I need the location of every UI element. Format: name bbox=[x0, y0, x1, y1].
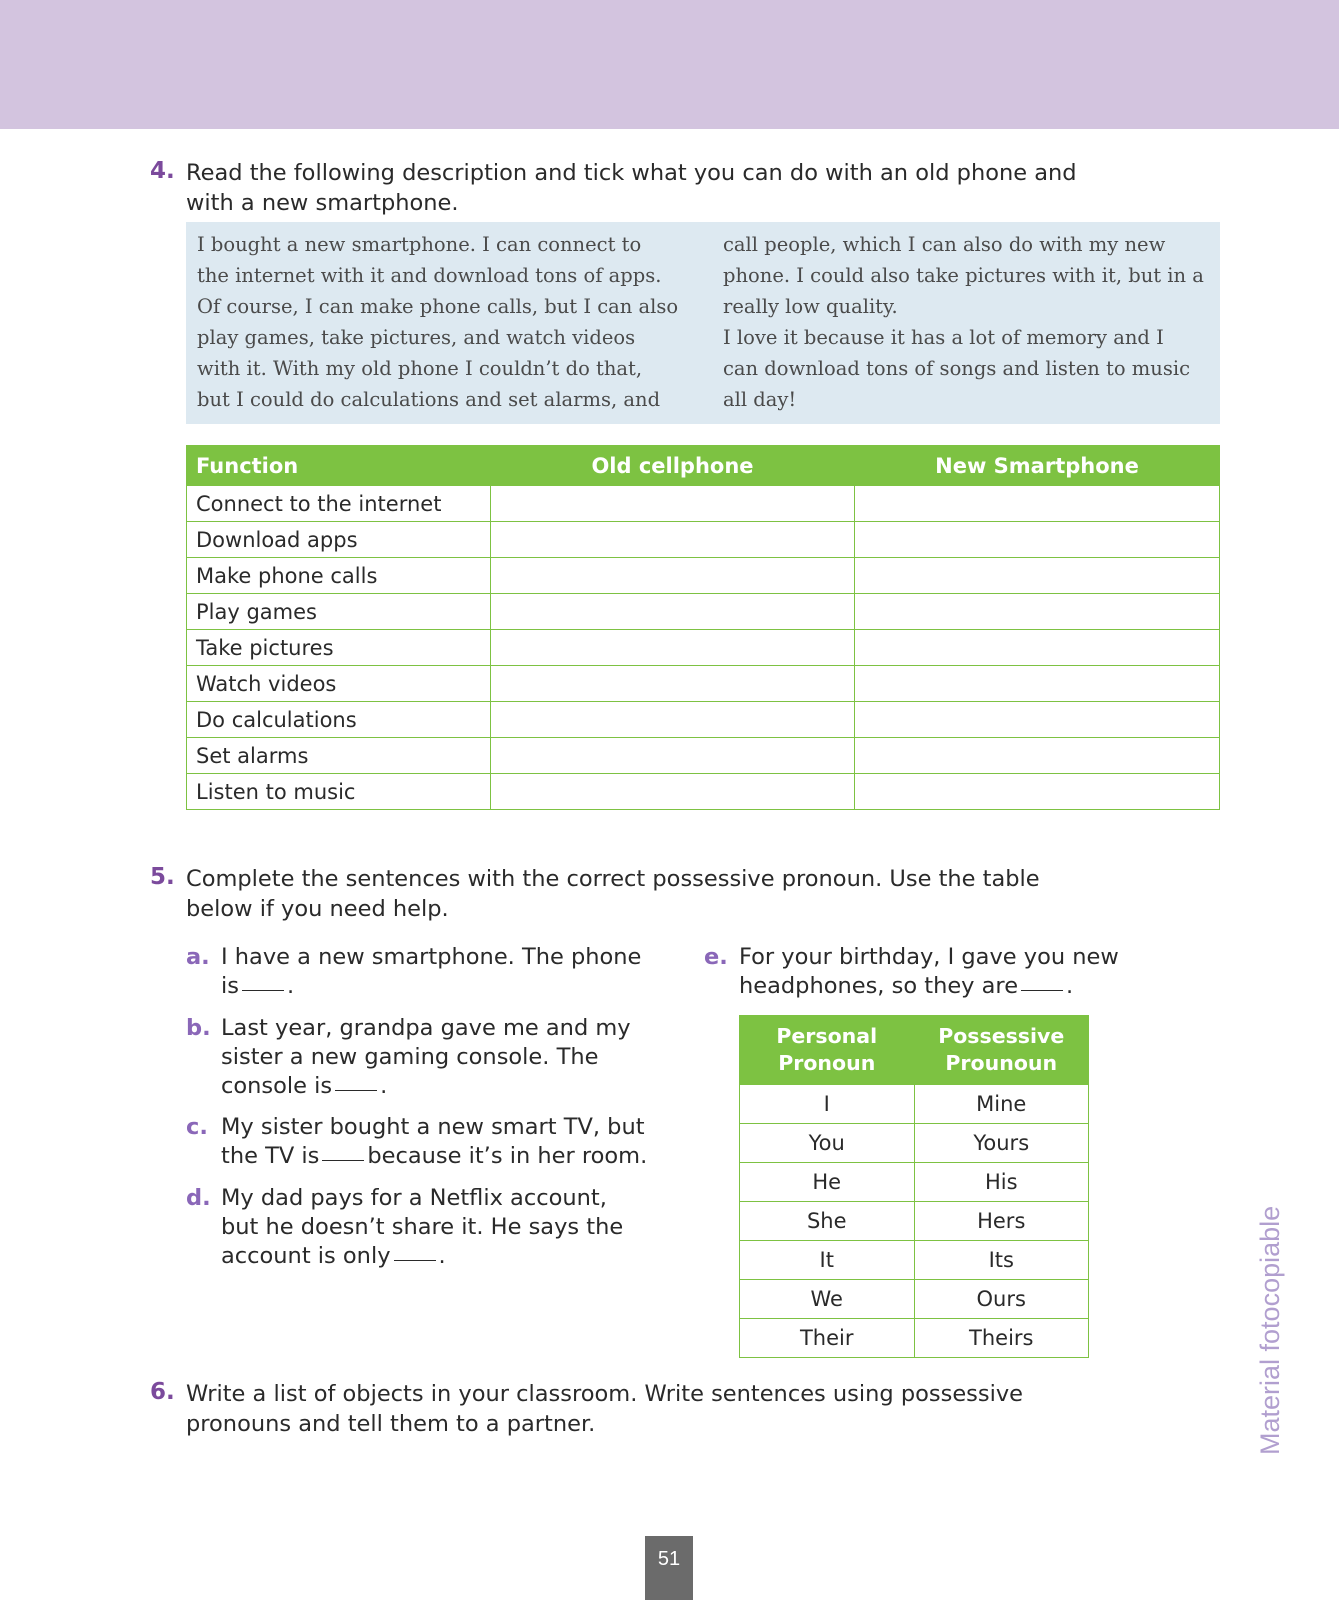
exercise-6-number: 6. bbox=[150, 1379, 175, 1405]
reading-passage bbox=[186, 222, 1220, 424]
column-header-possessive-pronoun: Possessive Prounoun bbox=[914, 1016, 1089, 1085]
possessive-pronoun-cell: Ours bbox=[914, 1280, 1089, 1319]
table-row bbox=[187, 630, 1220, 666]
old-cellphone-tick-cell[interactable] bbox=[491, 486, 855, 522]
new-smartphone-tick-cell[interactable] bbox=[855, 630, 1220, 666]
new-smartphone-tick-cell[interactable] bbox=[855, 594, 1220, 630]
exercise-4-number: 4. bbox=[150, 158, 175, 184]
function-cell: Take pictures bbox=[187, 630, 491, 666]
personal-pronoun-cell: You bbox=[740, 1124, 915, 1163]
sentence-line: I have a new smartphone. The phone bbox=[221, 944, 642, 970]
answer-blank[interactable] bbox=[1021, 989, 1063, 991]
sentence-line: but he doesn’t share it. He says the bbox=[221, 1214, 624, 1240]
function-cell: Download apps bbox=[187, 522, 491, 558]
personal-pronoun-cell: She bbox=[740, 1202, 915, 1241]
answer-blank[interactable] bbox=[242, 989, 284, 991]
table-row bbox=[187, 594, 1220, 630]
table-row bbox=[740, 1241, 1089, 1280]
sentence-line: My sister bought a new smart TV, but bbox=[221, 1114, 645, 1140]
old-cellphone-tick-cell[interactable] bbox=[491, 702, 855, 738]
new-smartphone-tick-cell[interactable] bbox=[855, 702, 1220, 738]
function-cell: Play games bbox=[187, 594, 491, 630]
sentence-line: Last year, grandpa gave me and my bbox=[221, 1015, 631, 1041]
column-header-function: Function bbox=[187, 446, 491, 486]
old-cellphone-tick-cell[interactable] bbox=[491, 666, 855, 702]
instruction-line: pronouns and tell them to a partner. bbox=[186, 1411, 596, 1437]
instruction-line: Write a list of objects in your classroom. Write sentences using possessive bbox=[186, 1381, 1024, 1407]
sentence-letter: d. bbox=[186, 1185, 211, 1211]
personal-pronoun-cell: I bbox=[740, 1085, 915, 1124]
reading-column-right: call people, which I can also do with my new phone. I could also take pictures with it, but in a really low quality. I love it because it has a lot of memory and I can download tons of songs and listen to music all day! bbox=[723, 233, 1204, 411]
exercise-4-instruction bbox=[186, 158, 1077, 218]
sentence-line: the TV is because it’s in her room. bbox=[221, 1143, 648, 1169]
new-smartphone-tick-cell[interactable] bbox=[855, 738, 1220, 774]
sentence-line: For your birthday, I gave you new bbox=[739, 944, 1119, 970]
new-smartphone-tick-cell[interactable] bbox=[855, 558, 1220, 594]
table-header-row bbox=[187, 446, 1220, 486]
table-row bbox=[740, 1163, 1089, 1202]
answer-blank[interactable] bbox=[394, 1259, 436, 1261]
page-number: 51 bbox=[645, 1536, 693, 1600]
instruction-line: Read the following description and tick what you can do with an old phone and bbox=[186, 160, 1077, 186]
new-smartphone-tick-cell[interactable] bbox=[855, 774, 1220, 810]
sentence-line: headphones, so they are . bbox=[739, 973, 1074, 999]
function-cell: Listen to music bbox=[187, 774, 491, 810]
function-table bbox=[186, 445, 1220, 810]
table-header-row bbox=[740, 1016, 1089, 1085]
sentence-line: sister a new gaming console. The bbox=[221, 1044, 599, 1070]
possessive-pronoun-cell: Hers bbox=[914, 1202, 1089, 1241]
personal-pronoun-cell: We bbox=[740, 1280, 915, 1319]
instruction-line: with a new smartphone. bbox=[186, 190, 459, 216]
table-row bbox=[187, 522, 1220, 558]
sentence-d bbox=[186, 1184, 624, 1271]
sentence-line: is . bbox=[221, 973, 295, 999]
function-cell: Watch videos bbox=[187, 666, 491, 702]
possessive-pronoun-cell: Its bbox=[914, 1241, 1089, 1280]
table-row bbox=[187, 774, 1220, 810]
table-row bbox=[187, 738, 1220, 774]
sentence-c bbox=[186, 1113, 648, 1171]
column-header-personal-pronoun: Personal Pronoun bbox=[740, 1016, 915, 1085]
column-header-new-smartphone: New Smartphone bbox=[855, 446, 1220, 486]
table-row bbox=[187, 486, 1220, 522]
sentence-line: console is . bbox=[221, 1073, 388, 1099]
table-row bbox=[740, 1202, 1089, 1241]
old-cellphone-tick-cell[interactable] bbox=[491, 558, 855, 594]
old-cellphone-tick-cell[interactable] bbox=[491, 522, 855, 558]
header-band bbox=[0, 0, 1339, 129]
table-row bbox=[740, 1124, 1089, 1163]
function-cell: Connect to the internet bbox=[187, 486, 491, 522]
personal-pronoun-cell: It bbox=[740, 1241, 915, 1280]
sentence-b bbox=[186, 1014, 631, 1101]
old-cellphone-tick-cell[interactable] bbox=[491, 630, 855, 666]
column-header-old-cellphone: Old cellphone bbox=[491, 446, 855, 486]
answer-blank[interactable] bbox=[335, 1089, 377, 1091]
table-row bbox=[187, 702, 1220, 738]
table-row bbox=[187, 666, 1220, 702]
exercise-5-number: 5. bbox=[150, 864, 175, 890]
reading-column-left: I bought a new smartphone. I can connect to the internet with it and download tons of apps. Of course, I can make phone calls, but I can also play games, take pictures, and watch videos with it. With my old phone I couldn’t do that, but I could do calculations and set alarms, and bbox=[197, 233, 679, 411]
function-cell: Make phone calls bbox=[187, 558, 491, 594]
personal-pronoun-cell: He bbox=[740, 1163, 915, 1202]
possessive-pronoun-cell: Mine bbox=[914, 1085, 1089, 1124]
pronoun-table bbox=[739, 1015, 1089, 1358]
exercise-5-instruction bbox=[186, 864, 1040, 924]
new-smartphone-tick-cell[interactable] bbox=[855, 486, 1220, 522]
sentence-e bbox=[704, 943, 1119, 1001]
instruction-line: below if you need help. bbox=[186, 896, 449, 922]
sentence-line: My dad pays for a Netflix account, bbox=[221, 1185, 607, 1211]
new-smartphone-tick-cell[interactable] bbox=[855, 666, 1220, 702]
function-cell: Do calculations bbox=[187, 702, 491, 738]
side-label: Material fotocopiable bbox=[1255, 1205, 1285, 1455]
answer-blank[interactable] bbox=[322, 1159, 364, 1161]
sentence-line: account is only . bbox=[221, 1243, 446, 1269]
sentence-letter: a. bbox=[186, 944, 210, 970]
table-row bbox=[740, 1280, 1089, 1319]
old-cellphone-tick-cell[interactable] bbox=[491, 594, 855, 630]
possessive-pronoun-cell: Theirs bbox=[914, 1319, 1089, 1358]
sentence-a bbox=[186, 943, 642, 1001]
sentence-letter: b. bbox=[186, 1015, 211, 1041]
function-cell: Set alarms bbox=[187, 738, 491, 774]
table-row bbox=[740, 1085, 1089, 1124]
old-cellphone-tick-cell[interactable] bbox=[491, 738, 855, 774]
old-cellphone-tick-cell[interactable] bbox=[491, 774, 855, 810]
sentence-letter: e. bbox=[704, 944, 728, 970]
table-row bbox=[740, 1319, 1089, 1358]
new-smartphone-tick-cell[interactable] bbox=[855, 522, 1220, 558]
table-row bbox=[187, 558, 1220, 594]
possessive-pronoun-cell: Yours bbox=[914, 1124, 1089, 1163]
possessive-pronoun-cell: His bbox=[914, 1163, 1089, 1202]
instruction-line: Complete the sentences with the correct possessive pronoun. Use the table bbox=[186, 866, 1040, 892]
exercise-6-instruction bbox=[186, 1379, 1023, 1439]
personal-pronoun-cell: Their bbox=[740, 1319, 915, 1358]
sentence-letter: c. bbox=[186, 1114, 208, 1140]
